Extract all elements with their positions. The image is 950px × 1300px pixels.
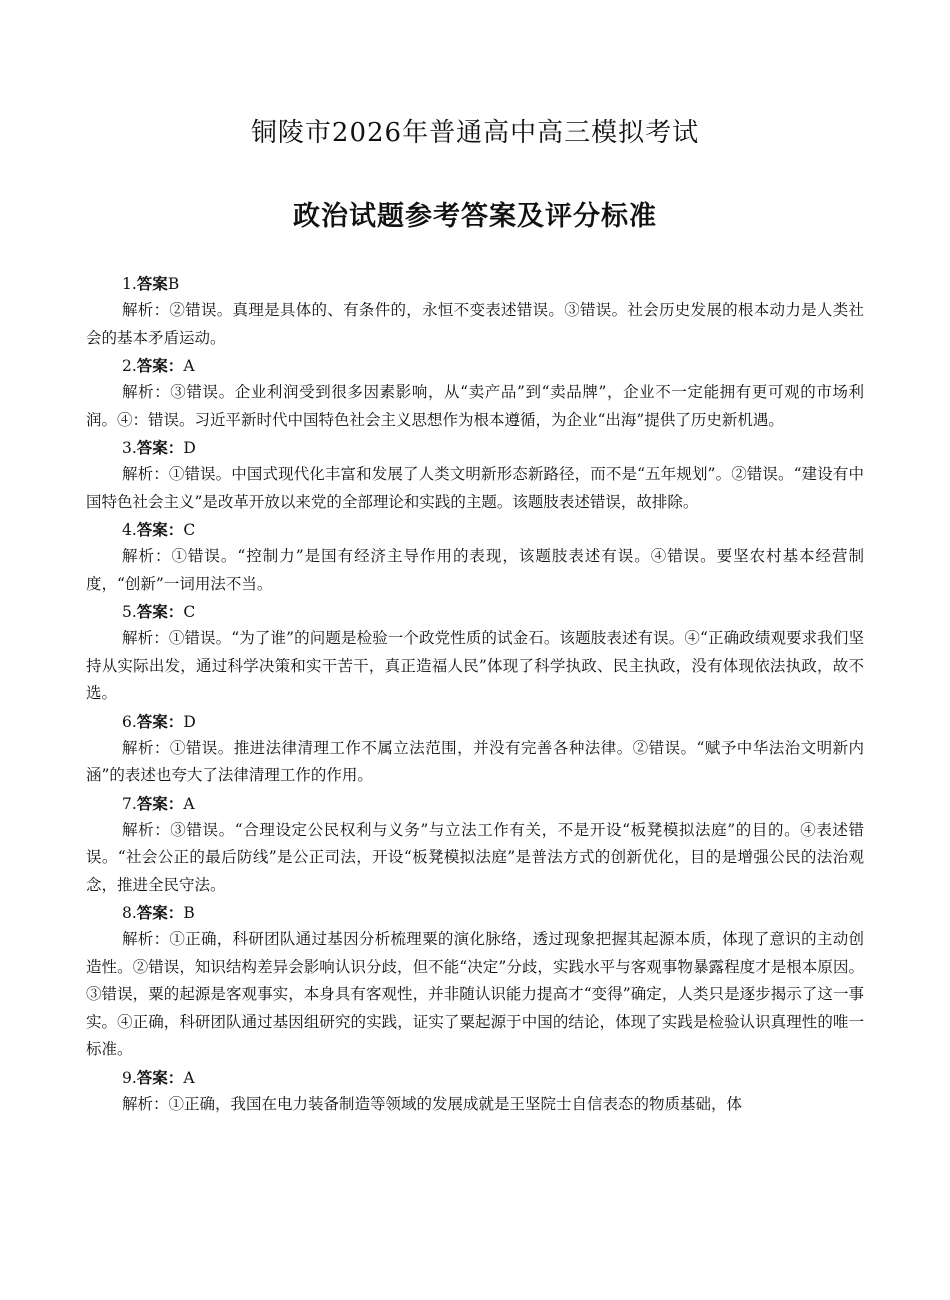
answer-heading: [86, 270, 864, 297]
question-number: 3.: [122, 439, 137, 457]
answer-item: [86, 270, 864, 352]
doc-title: 政治试题参考答案及评分标准: [293, 201, 657, 232]
answer-item: [86, 352, 864, 434]
answer-choice: B: [183, 904, 195, 922]
answer-item: [86, 1064, 864, 1119]
answer-item: [86, 434, 864, 516]
answer-choice: A: [183, 357, 195, 375]
answer-heading: [86, 598, 864, 625]
answer-heading: [86, 352, 864, 379]
question-number: 7.: [122, 794, 137, 813]
answer-list: [86, 270, 864, 1118]
answer-heading: [86, 790, 864, 817]
question-number: 6.: [122, 712, 137, 731]
exam-title: 铜陵市2026年普通高中高三模拟考试: [250, 118, 700, 148]
answer-label: 答案：: [136, 711, 184, 731]
answer-label: 答案：: [136, 793, 184, 813]
answer-item: [86, 516, 864, 598]
answer-label: 答案：: [136, 520, 184, 539]
answer-heading: [86, 516, 864, 543]
answer-analysis: 解析：②错误。真理是具体的、有条件的，永恒不变表述错误。③错误。社会历史发展的根本动力是人类社会的基本矛盾运动。: [86, 301, 864, 347]
question-number: 5.: [122, 603, 137, 621]
answer-heading: [86, 708, 864, 735]
question-number: 8.: [122, 904, 137, 922]
answer-item: [86, 790, 864, 900]
answer-analysis: 解析：①正确，我国在电力装备制造等领域的发展成就是王坚院士自信表态的物质基础，体: [122, 1094, 743, 1113]
answer-heading: [86, 1064, 864, 1091]
answer-label: 答案：: [136, 438, 184, 457]
answer-analysis: 解析：①错误。推进法律清理工作不属立法范围，并没有完善各种法律。②错误。“赋予中华法治文明新内涵”的表述也夸大了法律清理工作的作用。: [86, 738, 864, 784]
answer-choice: A: [183, 1068, 195, 1087]
answer-analysis: 解析：①正确，科研团队通过基因分析梳理粟的演化脉络，透过现象把握其起源本质，体现了意识的主动创造性。②错误，知识结构差异会影响认识分歧，但不能“决定”分歧，实践水平与客观事物暴露程度才是根本原因。③错误，粟的起源是客观事实，本身具有客观性，并非随认识能力提高才“变得”确定，人类只是逐步揭示了这一事实。④正确，科研团队通过基因组研究的实践，证实了粟起源于中国的结论，体现了实践是检验认识真理性的唯一标准。: [86, 930, 864, 1058]
answer-item: [86, 899, 864, 1064]
answer-analysis: 解析：③错误。企业利润受到很多因素影响，从“卖产品”到“卖品牌”，企业不一定能拥有更可观的市场利润。④：错误。习近平新时代中国特色社会主义思想作为根本遵循，为企业“出海”提供了历史新机遇。: [86, 383, 864, 429]
answer-label: 答案：: [136, 602, 184, 621]
answer-item: [86, 598, 864, 708]
answer-label: 答案：: [136, 1067, 184, 1087]
answer-analysis: 解析：③错误。“合理设定公民权利与义务”与立法工作有关，不是开设“板凳模拟法庭”的目的。④表述错误。“社会公正的最后防线”是公正司法，开设“板凳模拟法庭”是普法方式的创新优化，目的是增强公民的法治观念，推进全民守法。: [86, 820, 864, 894]
answer-heading: [86, 899, 864, 926]
answer-analysis: 解析：①错误。“为了谁”的问题是检验一个政党性质的试金石。该题肢表述有误。④“正确政绩观要求我们坚持从实际出发，通过科学决策和实干苦干，真正造福人民”体现了科学执政、民主执政，没有体现依法执政，故不选。: [86, 629, 864, 702]
answer-choice: D: [183, 712, 196, 731]
answer-choice: A: [183, 794, 195, 813]
answer-label: 答案：: [136, 903, 184, 922]
question-number: 2.: [122, 357, 137, 375]
question-number: 9.: [122, 1068, 137, 1087]
answer-item: [86, 708, 864, 790]
answer-heading: [86, 434, 864, 461]
answer-label: 答案：: [136, 356, 184, 375]
answer-choice: B: [167, 275, 180, 293]
answer-choice: C: [183, 521, 196, 539]
question-number: 4.: [122, 521, 137, 539]
answer-label: 答案: [136, 274, 168, 293]
answer-choice: C: [183, 603, 196, 621]
question-number: 1.: [122, 275, 137, 293]
answer-analysis: 解析：①错误。“控制力”是国有经济主导作用的表现，该题肢表述有误。④错误。要坚农村基本经营制度，“创新”一词用法不当。: [86, 547, 864, 593]
answer-analysis: 解析：①错误。中国式现代化丰富和发展了人类文明新形态新路径，而不是“五年规划”。②错误。“建设有中国特色社会主义”是改革开放以来党的全部理论和实践的主题。该题肢表述错误，故排除。: [86, 465, 864, 511]
answer-choice: D: [183, 439, 196, 457]
